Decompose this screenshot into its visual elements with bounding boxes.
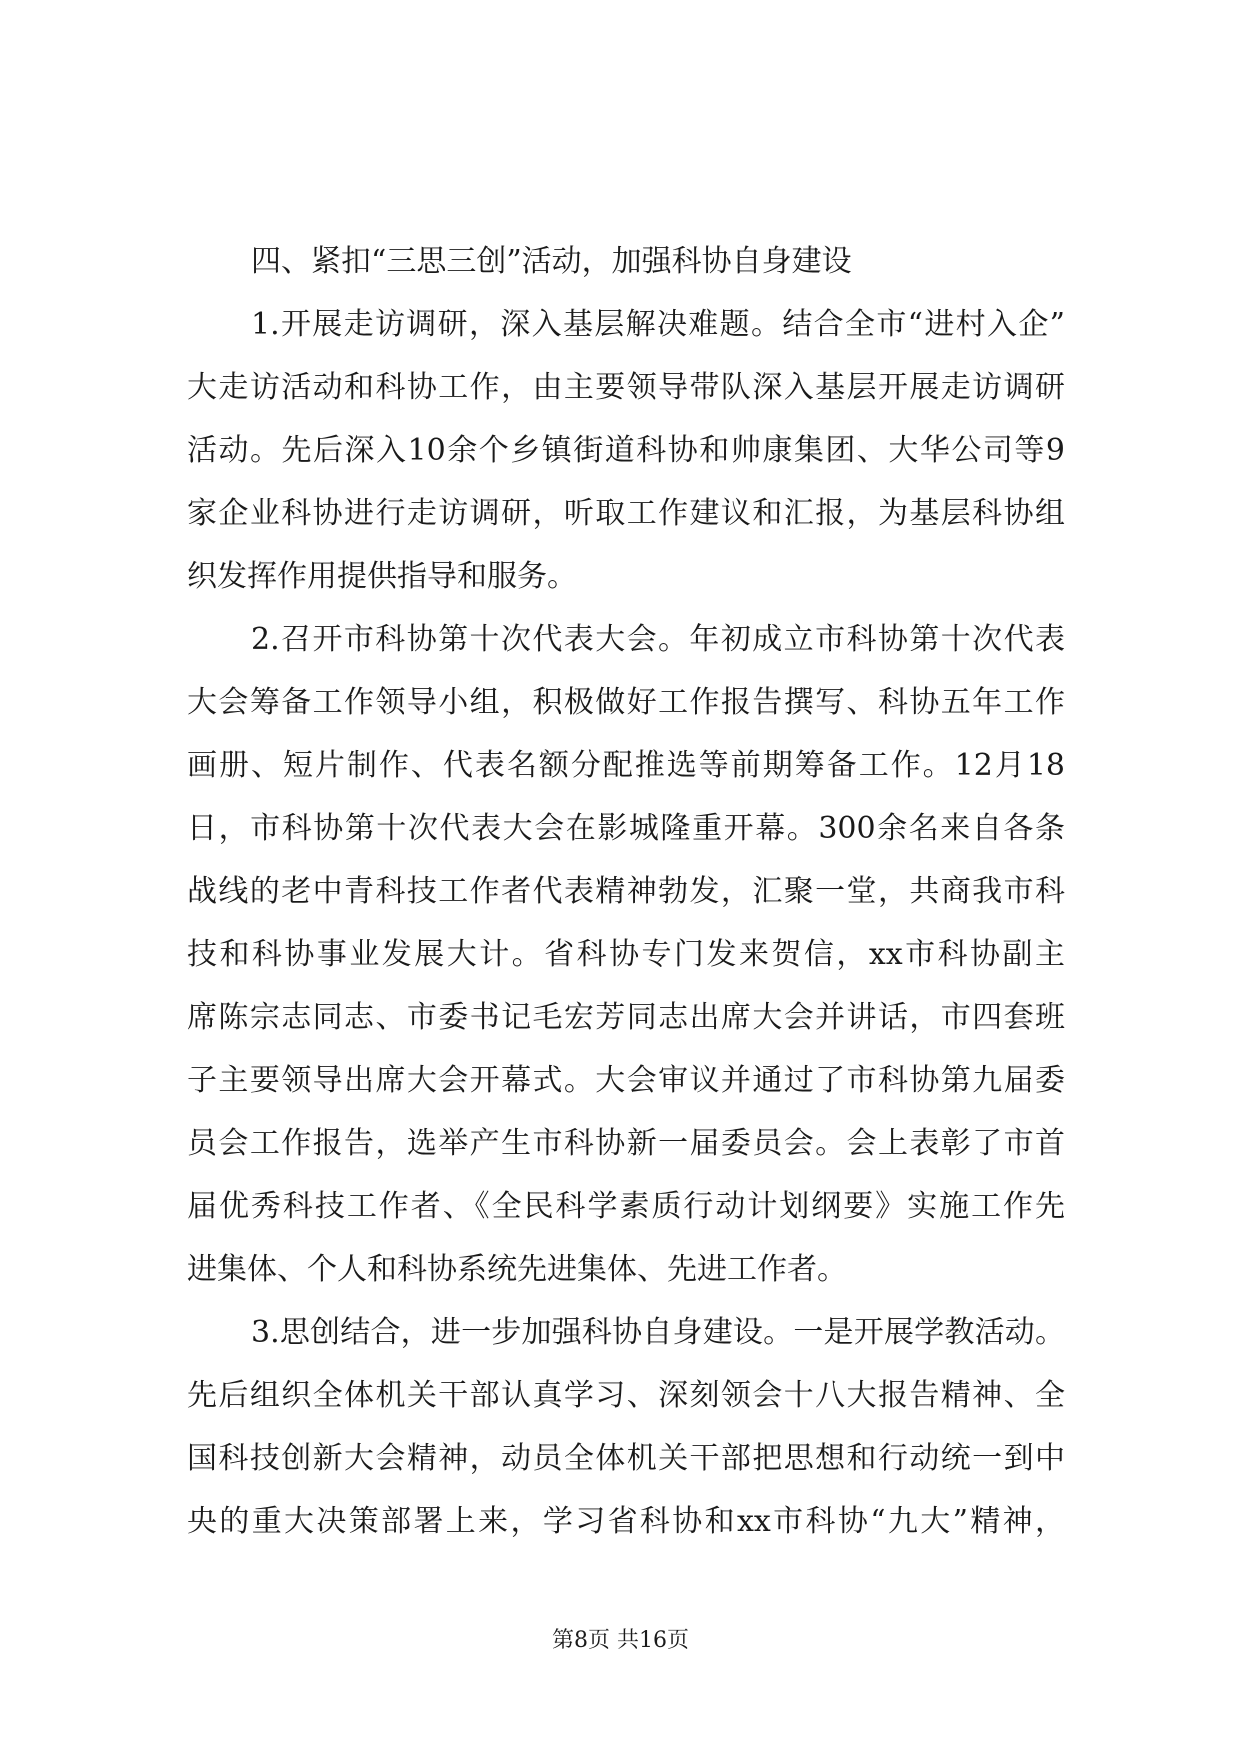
paragraph-line: 届优秀科技工作者、《全民科学素质行动计划纲要》实施工作先: [187, 1189, 1065, 1224]
paragraph-line: 活动。先后深入10余个乡镇街道科协和帅康集团、大华公司等9: [187, 433, 1065, 468]
paragraph-line: 家企业科协进行走访调研，听取工作建议和汇报，为基层科协组: [187, 496, 1065, 531]
paragraph-line: 进集体、个人和科协系统先进集体、先进工作者。: [187, 1252, 847, 1287]
page-number-footer: 第8页 共16页: [552, 1628, 689, 1653]
paragraph-line: 席陈宗志同志、市委书记毛宏芳同志出席大会并讲话，市四套班: [187, 1000, 1065, 1035]
paragraph-line: 3.思创结合，进一步加强科协自身建设。一是开展学教活动。: [251, 1315, 1065, 1350]
section-heading: 四、紧扣“三思三创”活动，加强科协自身建设: [251, 244, 852, 279]
paragraph-line: 日，市科协第十次代表大会在影城隆重开幕。300余名来自各条: [187, 811, 1065, 846]
paragraph-line: 国科技创新大会精神，动员全体机关干部把思想和行动统一到中: [187, 1441, 1065, 1476]
paragraph-line: 大走访活动和科协工作，由主要领导带队深入基层开展走访调研: [187, 370, 1065, 405]
paragraph-line: 技和科协事业发展大计。省科协专门发来贺信，xx市科协副主: [187, 937, 1065, 972]
paragraph-line: 画册、短片制作、代表名额分配推选等前期筹备工作。12月18: [187, 748, 1065, 783]
paragraph-3: [187, 1301, 1065, 1553]
paragraph-line: 战线的老中青科技工作者代表精神勃发，汇聚一堂，共商我市科: [187, 874, 1065, 909]
paragraph-line: 织发挥作用提供指导和服务。: [187, 559, 577, 594]
paragraph-2: [187, 608, 1065, 1301]
document-body: [187, 230, 1065, 1553]
paragraph-line: 2.召开市科协第十次代表大会。年初成立市科协第十次代表: [251, 622, 1065, 657]
paragraph-line: 员会工作报告，选举产生市科协新一届委员会。会上表彰了市首: [187, 1126, 1065, 1161]
paragraph-line: 先后组织全体机关干部认真学习、深刻领会十八大报告精神、全: [187, 1378, 1065, 1413]
paragraph-line: 大会筹备工作领导小组，积极做好工作报告撰写、科协五年工作: [187, 685, 1065, 720]
paragraph-line: 1.开展走访调研，深入基层解决难题。结合全市“进村入企”: [251, 307, 1065, 342]
paragraph-line: 央的重大决策部署上来，学习省科协和xx市科协“九大”精神，: [187, 1504, 1065, 1539]
paragraph-1: [187, 293, 1065, 608]
paragraph-line: 子主要领导出席大会开幕式。大会审议并通过了市科协第九届委: [187, 1063, 1065, 1098]
